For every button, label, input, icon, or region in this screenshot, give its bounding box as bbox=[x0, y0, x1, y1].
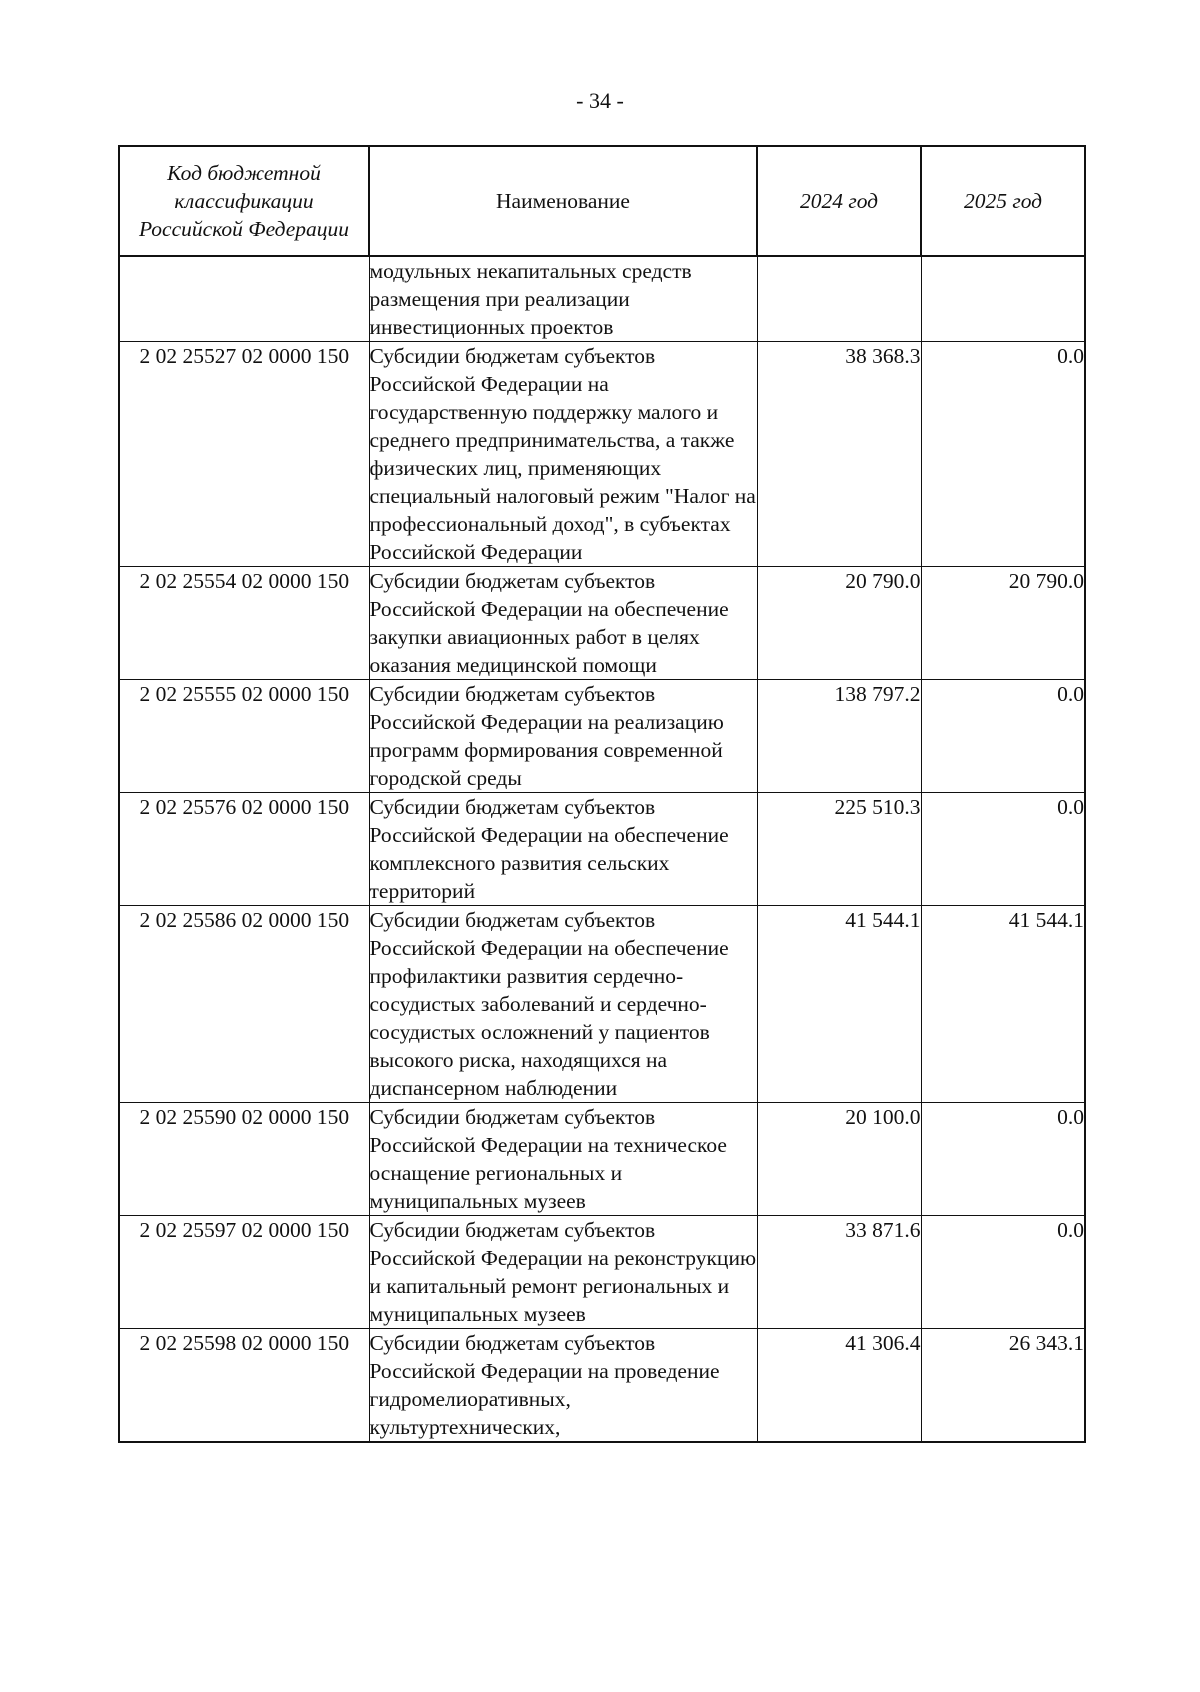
cell-2024: 41 306.4 bbox=[757, 1329, 921, 1443]
cell-code: 2 02 25527 02 0000 150 bbox=[119, 342, 369, 567]
cell-2025: 41 544.1 bbox=[921, 906, 1085, 1103]
cell-2024: 41 544.1 bbox=[757, 906, 921, 1103]
cell-2025: 0.0 bbox=[921, 793, 1085, 906]
table-row bbox=[119, 567, 1085, 680]
cell-name: Субсидии бюджетам субъектов Российской Федерации на обеспечение профилактики развития сердечно-сосудистых заболеваний и сердечно-сосудистых осложнений у пациентов высокого риска, находящихся на диспансерном наблюдении bbox=[369, 906, 757, 1103]
table-row bbox=[119, 1216, 1085, 1329]
cell-code: 2 02 25598 02 0000 150 bbox=[119, 1329, 369, 1443]
header-code: Код бюджетной классификации Российской Федерации bbox=[119, 146, 369, 256]
cell-name: Субсидии бюджетам субъектов Российской Федерации на реконструкцию и капитальный ремонт региональных и муниципальных музеев bbox=[369, 1216, 757, 1329]
cell-code: 2 02 25590 02 0000 150 bbox=[119, 1103, 369, 1216]
cell-code: 2 02 25586 02 0000 150 bbox=[119, 906, 369, 1103]
cell-2024: 225 510.3 bbox=[757, 793, 921, 906]
table-row bbox=[119, 1103, 1085, 1216]
header-name: Наименование bbox=[369, 146, 757, 256]
cell-code bbox=[119, 256, 369, 342]
table-header-row bbox=[119, 146, 1085, 256]
cell-2025: 26 343.1 bbox=[921, 1329, 1085, 1443]
table-row bbox=[119, 342, 1085, 567]
header-2024: 2024 год bbox=[757, 146, 921, 256]
cell-2025: 0.0 bbox=[921, 1103, 1085, 1216]
cell-name: модульных некапитальных средств размещения при реализации инвестиционных проектов bbox=[369, 256, 757, 342]
cell-code: 2 02 25555 02 0000 150 bbox=[119, 680, 369, 793]
cell-code: 2 02 25554 02 0000 150 bbox=[119, 567, 369, 680]
budget-table bbox=[118, 145, 1086, 1443]
cell-2024: 20 100.0 bbox=[757, 1103, 921, 1216]
cell-name: Субсидии бюджетам субъектов Российской Федерации на обеспечение закупки авиационных работ в целях оказания медицинской помощи bbox=[369, 567, 757, 680]
cell-name: Субсидии бюджетам субъектов Российской Федерации на обеспечение комплексного развития сельских территорий bbox=[369, 793, 757, 906]
table-row bbox=[119, 256, 1085, 342]
cell-2025: 0.0 bbox=[921, 342, 1085, 567]
table-row bbox=[119, 906, 1085, 1103]
cell-2025: 20 790.0 bbox=[921, 567, 1085, 680]
cell-2024: 20 790.0 bbox=[757, 567, 921, 680]
cell-name: Субсидии бюджетам субъектов Российской Федерации на проведение гидромелиоративных, культуртехнических, bbox=[369, 1329, 757, 1443]
cell-name: Субсидии бюджетам субъектов Российской Федерации на техническое оснащение региональных и муниципальных музеев bbox=[369, 1103, 757, 1216]
page-number: - 34 - bbox=[576, 88, 624, 113]
table-row bbox=[119, 1329, 1085, 1443]
cell-2024 bbox=[757, 256, 921, 342]
cell-name: Субсидии бюджетам субъектов Российской Федерации на государственную поддержку малого и среднего предпринимательства, а также физических лиц, применяющих специальный налоговый режим "Налог на профессиональный доход", в субъектах Российской Федерации bbox=[369, 342, 757, 567]
cell-name: Субсидии бюджетам субъектов Российской Федерации на реализацию программ формирования современной городской среды bbox=[369, 680, 757, 793]
cell-2025: 0.0 bbox=[921, 1216, 1085, 1329]
table-row bbox=[119, 793, 1085, 906]
table-row bbox=[119, 680, 1085, 793]
cell-2024: 33 871.6 bbox=[757, 1216, 921, 1329]
cell-2025: 0.0 bbox=[921, 680, 1085, 793]
header-2025: 2025 год bbox=[921, 146, 1085, 256]
cell-code: 2 02 25597 02 0000 150 bbox=[119, 1216, 369, 1329]
cell-code: 2 02 25576 02 0000 150 bbox=[119, 793, 369, 906]
cell-2024: 38 368.3 bbox=[757, 342, 921, 567]
cell-2024: 138 797.2 bbox=[757, 680, 921, 793]
cell-2025 bbox=[921, 256, 1085, 342]
